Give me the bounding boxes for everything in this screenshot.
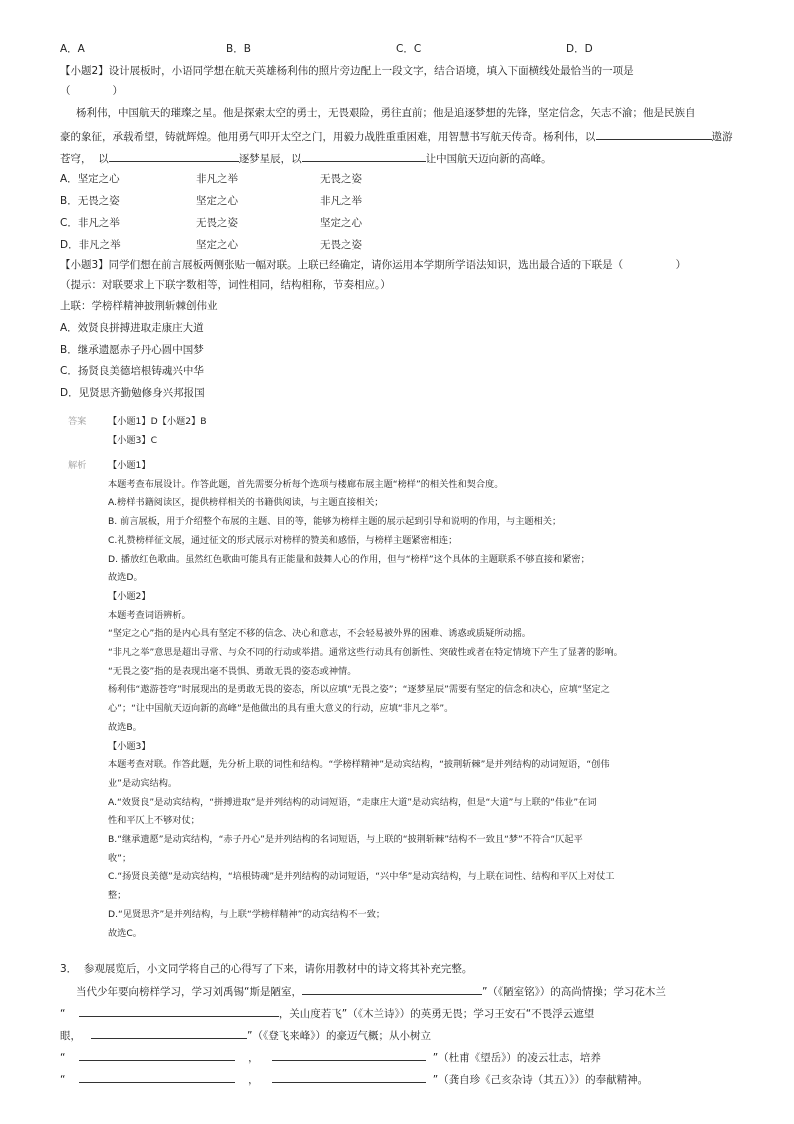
q-next-line2: “ ，关山度若飞”（《木兰诗》）的英勇无畏；学习王安石“不畏浮云遮望: [60, 1005, 594, 1021]
fill-blank[interactable]: [79, 1071, 235, 1083]
fill-blank[interactable]: [79, 1049, 235, 1061]
analysis-line: 【小题2】: [108, 590, 151, 602]
analysis-line: 性和平仄上不够对仗；: [108, 815, 200, 827]
q2-option-a-letter: A．坚定之心: [60, 173, 120, 185]
q2-option-c-2: 无畏之姿: [196, 217, 238, 229]
analysis-line: 心”；“让中国航天迈向新的高峰”是他做出的具有重大意义的行动，应填“非凡之举”。: [108, 703, 454, 715]
analysis-line: “坚定之心”指的是内心具有坚定不移的信念、决心和意志，不会轻易被外界的困难、诱惑或质疑所动摇。: [108, 628, 531, 640]
analysis-line: 本题考查布展设计。作答此题，首先需要分析每个选项与楼廊布展主题“榜样”的相关性和契合度。: [108, 478, 504, 490]
analysis-line: 本题考查对联。作答此题，先分析上联的词性和结构。“学榜样精神”是动宾结构，“披荆斩棘”是并列结构的动词短语，“创伟: [108, 759, 610, 771]
analysis-line: 故选D。: [108, 572, 143, 584]
fill-blank[interactable]: [302, 150, 426, 162]
analysis-line: 故选B。: [108, 721, 142, 733]
analysis-line: 本题考查词语辨析。: [108, 609, 191, 621]
analysis-line: 【小题1】: [108, 460, 151, 471]
q3-hint: （提示：对联要求上下联字数相等，词性相同，结构相称，节奏相应。）: [60, 279, 391, 291]
q-next-intro: 3． 参观展览后，小文同学将自己的心得写了下来，请你用教材中的诗文将其补充完整。: [60, 963, 473, 975]
answer-line2: 【小题3】C: [108, 435, 158, 446]
q3-option-d: D．见贤思齐勤勉修身兴邦报国: [60, 387, 205, 399]
q2-option-d-letter: D．非凡之举: [60, 239, 121, 251]
fill-blank[interactable]: [91, 1027, 247, 1039]
analysis-line: “无畏之姿”指的是表现出毫不畏惧、勇敢无畏的姿态或神情。: [108, 665, 357, 677]
fill-blank[interactable]: [109, 150, 239, 162]
fill-blank[interactable]: [272, 1049, 426, 1061]
analysis-line: B.“继承遗愿”是动宾结构，“赤子丹心”是并列结构的名词短语，与上联的“披荆斩棘”结构不一致且“梦”不符合“仄起平: [108, 834, 583, 845]
q3-upper-couplet: 上联：学榜样精神披荆斩棘创伟业: [60, 300, 218, 312]
q2-option-b-3: 非凡之举: [320, 195, 362, 207]
q2-passage-line3: 苍穹， 以 逐梦星辰，以 让中国航天迈向新的高峰。: [60, 150, 552, 166]
fill-blank[interactable]: [272, 1071, 426, 1083]
analysis-line: D. 播放红色歌曲。虽然红色歌曲可能具有正能量和鼓舞人心的作用，但与“榜样”这个具体的主题联系不够直接和紧密；: [108, 553, 590, 565]
q2-option-c-letter: C．非凡之举: [60, 217, 120, 229]
analysis-line: “非凡之举”意思是超出寻常、与众不同的行动或举措。通常这些行动具有创新性、突破性或者在特定情境下产生了显著的影响。: [108, 647, 623, 658]
fill-blank[interactable]: [79, 1005, 279, 1017]
analysis-line: 【小题3】: [108, 740, 151, 752]
q2-option-c-3: 坚定之心: [320, 217, 362, 229]
q1-option-c: C．C: [396, 43, 422, 55]
q2-passage-line2: 豪的象征，承载希望，铸就辉煌。他用勇气叩开太空之门，用毅力战胜重重困难，用智慧书写航天传奇。杨利伟，以 遨游: [60, 128, 733, 144]
analysis-line: A.榜样书籍阅读区，提供榜样相关的书籍供阅读，与主题直接相关；: [108, 497, 384, 509]
analysis-line: B. 前言展板，用于介绍整个布展的主题、目的等，能够为榜样主题的展示起到引导和说明的作用，与主题相关；: [108, 516, 562, 528]
analysis-line: 杨利伟“遨游苍穹”时展现出的是勇敢无畏的姿态，所以应填“无畏之姿”；“逐梦星辰”需要有坚定的信念和决心，应填“坚定之: [108, 684, 610, 696]
fill-blank[interactable]: [302, 983, 482, 995]
q-next-line3: 眼， ”（《登飞来峰》）的豪迈气概；从小树立: [60, 1027, 431, 1043]
q-next-line4: “ ， ”（杜甫《望岳》）的凌云壮志，培养: [60, 1049, 601, 1065]
q2-prompt: 【小题2】设计展板时，小语同学想在航天英雄杨利伟的照片旁边配上一段文字，结合语境，填入下面横线处最恰当的一项是: [60, 65, 634, 77]
q3-prompt: 【小题3】同学们想在前言展板两侧张贴一幅对联。上联已经确定，请你运用本学期所学语法知识，选出最合适的下联是（ ）: [60, 259, 687, 271]
q2-option-d-3: 无畏之姿: [320, 239, 362, 251]
analysis-line: D.“见贤思齐”是并列结构，与上联“学榜样精神”的动宾结构不一致；: [108, 908, 386, 920]
analysis-line: 业”是动宾结构。: [108, 777, 178, 789]
analysis-line: A.“效贤良”是动宾结构，“拼搏进取”是并列结构的动词短语，“走康庄大道”是动宾结构，但是“大道”与上联的“伟业”在词: [108, 796, 597, 808]
q2-paren: （ ）: [60, 85, 123, 97]
fill-blank[interactable]: [596, 128, 712, 140]
analysis-line: C.礼赞榜样征文展，通过征文的形式展示对榜样的赞美和感悟，与榜样主题紧密相连；: [108, 534, 458, 546]
answer-line1: 【小题1】D【小题2】B: [108, 416, 207, 427]
q-next-line1: 当代少年要向榜样学习，学习刘禹锡“斯是陋室， ”（《陋室铭》）的高尚情操；学习花木兰: [76, 983, 666, 999]
q3-option-b: B．继承遗愿赤子丹心圆中国梦: [60, 344, 204, 356]
analysis-line: 故选C。: [108, 927, 142, 939]
q3-option-a: A．效贤良拼搏进取走康庄大道: [60, 322, 204, 334]
q2-option-b-2: 坚定之心: [196, 195, 238, 207]
q3-option-c: C．扬贤良美德培根铸魂兴中华: [60, 365, 204, 377]
analysis-line: 收”；: [108, 852, 132, 864]
q1-option-b: B．B: [226, 43, 251, 55]
q2-option-a-3: 无畏之姿: [320, 173, 362, 185]
q1-option-d: D．D: [566, 43, 593, 55]
answer-label: 答案: [68, 416, 87, 427]
analysis-line: 整；: [108, 890, 127, 902]
q2-passage-line1: 杨利伟，中国航天的璀璨之星。他是探索太空的勇士，无畏艰险，勇往直前；他是追逐梦想的先锋，坚定信念，矢志不渝；他是民族自: [76, 107, 696, 119]
q2-option-d-2: 坚定之心: [196, 239, 238, 251]
q2-option-a-2: 非凡之举: [196, 173, 238, 185]
analysis-line: C.“扬贤良美德”是动宾结构，“培根铸魂”是并列结构的动词短语，“兴中华”是动宾结构，与上联在词性、结构和平仄上对仗工: [108, 871, 615, 883]
q1-option-a: A．A: [60, 43, 85, 55]
q-next-line5: “ ， ”（龚自珍《己亥杂诗（其五）》）的奉献精神。: [60, 1071, 648, 1087]
analysis-label: 解析: [68, 460, 87, 471]
q2-option-b-letter: B．无畏之姿: [60, 195, 120, 207]
